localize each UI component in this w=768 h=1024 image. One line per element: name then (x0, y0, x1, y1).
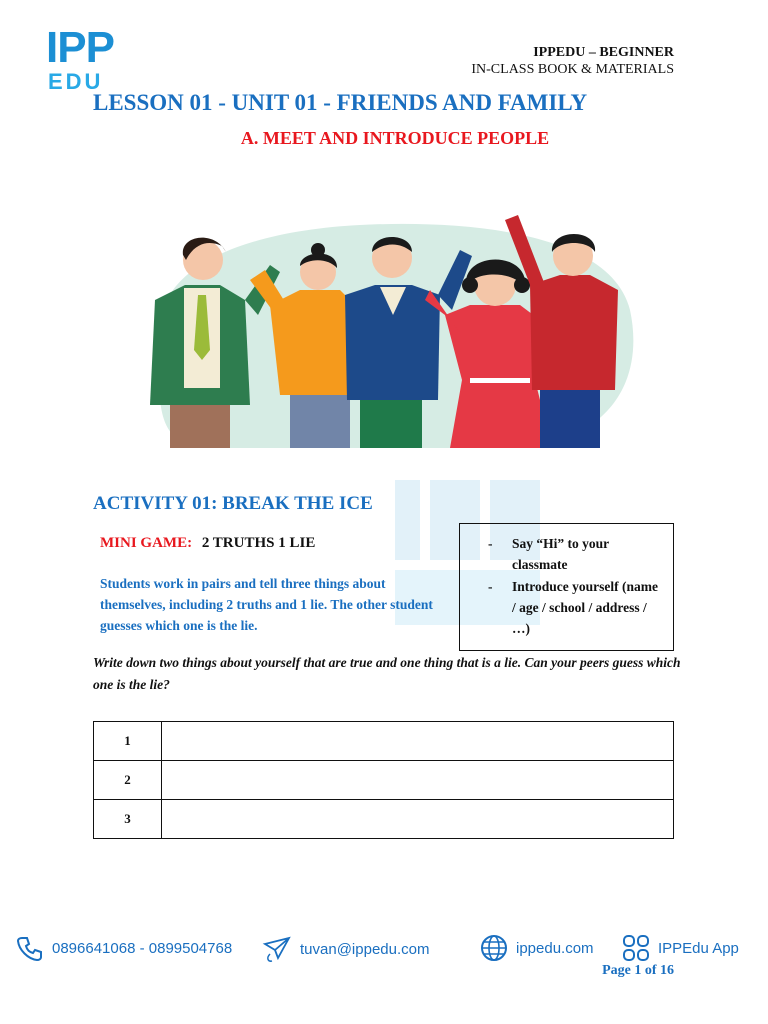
footer-website[interactable] (480, 934, 594, 962)
website-text: ippedu.com (516, 939, 594, 957)
answer-cell[interactable] (162, 722, 674, 761)
footer-app[interactable] (622, 934, 739, 962)
header-course: IPPEDU – BEGINNER (533, 45, 674, 60)
phone-icon (16, 934, 44, 962)
table-row (94, 800, 674, 839)
mini-game-name: 2 TRUTHS 1 LIE (201, 535, 316, 551)
table-row (94, 722, 674, 761)
globe-icon (480, 934, 508, 962)
document-header (471, 44, 674, 78)
row-number: 2 (94, 761, 162, 800)
header-subtitle: IN-CLASS BOOK & MATERIALS (471, 62, 674, 77)
tip-item: - Say “Hi” to your classmate (486, 533, 663, 575)
tip-item: - Introduce yourself (name / age / school / address / …) (486, 576, 663, 639)
lesson-title: LESSON 01 - UNIT 01 - FRIENDS AND FAMILY (93, 90, 588, 115)
email-text: tuvan@ippedu.com (300, 940, 430, 958)
phone-text: 0896641068 - 0899504768 (52, 939, 233, 957)
answer-cell[interactable] (162, 800, 674, 839)
answer-table (93, 721, 674, 839)
app-grid-icon (622, 934, 650, 962)
row-number: 3 (94, 800, 162, 839)
tips-box (459, 523, 674, 651)
table-row (94, 761, 674, 800)
mini-game (100, 535, 315, 552)
friends-group-illustration (140, 190, 635, 452)
answer-cell[interactable] (162, 761, 674, 800)
page-number: Page 1 of 16 (602, 963, 674, 978)
footer-contacts (16, 930, 756, 966)
app-text: IPPEdu App (658, 939, 739, 957)
activity-title: ACTIVITY 01: BREAK THE ICE (93, 493, 373, 514)
activity-instructions: Students work in pairs and tell three things about themselves, including 2 truths and 1 lie. The other student guesses which one is the lie. (100, 576, 433, 633)
mini-game-label: MINI GAME: (100, 535, 193, 551)
logo-text-edu: EDU (48, 69, 104, 94)
ippedu-logo (46, 23, 118, 96)
section-title: A. MEET AND INTRODUCE PEOPLE (240, 128, 550, 148)
footer-email[interactable] (262, 934, 429, 964)
row-number: 1 (94, 722, 162, 761)
footer-phone[interactable] (16, 934, 232, 962)
logo-text-ipp: IPP (46, 23, 114, 72)
paper-plane-icon (262, 934, 292, 964)
writing-prompt: Write down two things about yourself that are true and one thing that is a lie. Can your peers guess which one is the lie? (93, 655, 681, 692)
